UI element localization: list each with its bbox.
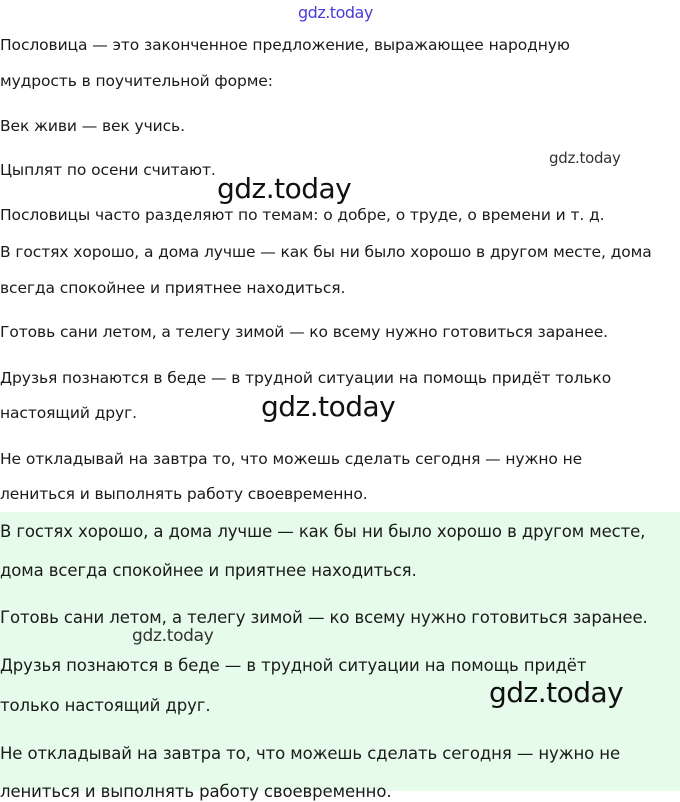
example-proverb-1: Век живи — век учись. (0, 117, 185, 135)
explanation-3-line-2: настоящий друг. (0, 404, 137, 422)
explanation-1-line-2: всегда спокойнее и приятнее находиться. (0, 279, 346, 297)
explanation-2-line-1: Готовь сани летом, а телегу зимой — ко всему нужно готовиться заранее. (0, 323, 608, 341)
explanation-4-line-1: Не откладывай на завтра то, что можешь сделать сегодня — нужно не (0, 450, 583, 468)
highlighted-1-line-2: дома всегда спокойнее и приятнее находиться. (0, 561, 417, 580)
highlighted-3-line-1: Друзья познаются в беде — в трудной ситуации на помощь придёт (0, 656, 587, 675)
highlighted-2-line-1: Готовь сани летом, а телегу зимой — ко всему нужно готовиться заранее. (0, 608, 648, 627)
explanation-3-line-1: Друзья познаются в беде — в трудной ситуации на помощь придёт только (0, 369, 612, 387)
watermark-large-1: gdz.today (217, 172, 352, 205)
highlighted-4-line-2: лениться и выполнять работу своевременно. (0, 782, 392, 801)
example-proverb-2: Цыплят по осени считают. (0, 161, 216, 179)
explanation-4-line-2: лениться и выполнять работу своевременно. (0, 485, 368, 503)
watermark-small-right: gdz.today (549, 149, 621, 167)
highlighted-1-line-1: В гостях хорошо, а дома лучше — как бы ни было хорошо в другом месте, (0, 522, 646, 541)
intro-line-2: мудрость в поучительной форме: (0, 72, 273, 90)
highlighted-4-line-1: Не откладывай на завтра то, что можешь сделать сегодня — нужно не (0, 744, 621, 763)
highlighted-3-line-2: только настоящий друг. (0, 696, 211, 715)
topics-line: Пословицы часто разделяют по темам: о добре, о труде, о времени и т. д. (0, 206, 605, 224)
watermark-large-3: gdz.today (489, 676, 624, 709)
watermark-small-left: gdz.today (132, 626, 214, 646)
explanation-1-line-1: В гостях хорошо, а дома лучше — как бы ни было хорошо в другом месте, дома (0, 243, 652, 261)
watermark-top: gdz.today (298, 3, 373, 22)
intro-line-1: Пословица — это законченное предложение, выражающее народную (0, 36, 570, 54)
watermark-large-2: gdz.today (261, 390, 396, 423)
